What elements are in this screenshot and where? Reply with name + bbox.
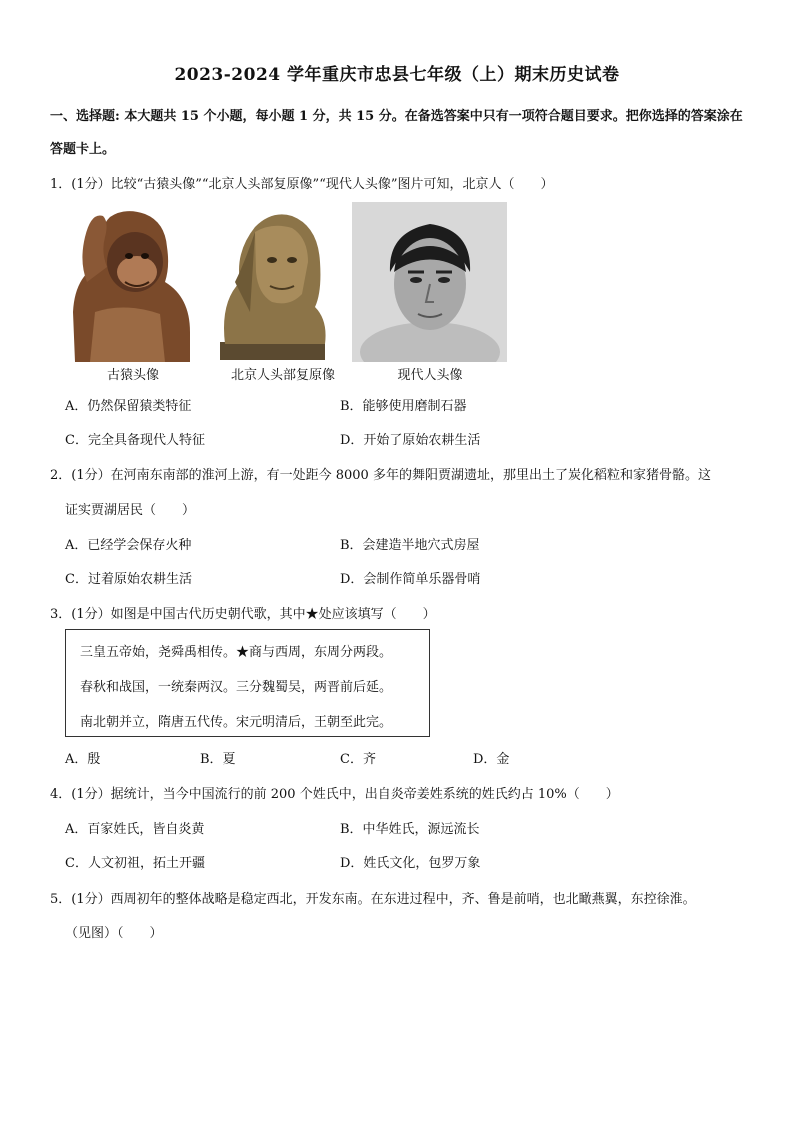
question-4-option-a[interactable]: A．百家姓氏，皆自炎黄: [65, 822, 205, 837]
page-title: 2023-2024 学年重庆市忠县七年级（上）期末历史试卷: [174, 65, 620, 85]
question-5-stem: 5．(1分）西周初年的整体战略是稳定西北，开发东南。在东进过程中，齐、鲁是前哨，也北瞰燕翼，东控徐淮。: [50, 892, 696, 907]
question-2-option-d[interactable]: D．会制作简单乐器骨哨: [340, 572, 481, 587]
dynasty-song-line-3: 南北朝并立，隋唐五代传。宋元明清后，王朝至此完。: [80, 715, 393, 730]
question-2-stem: 2．(1分）在河南东南部的淮河上游，有一处距今 8000 多年的舞阳贾湖遗址，那里出土了炭化稻粒和家猪骨骼。这: [50, 468, 711, 483]
question-3-option-d[interactable]: D．金: [473, 752, 510, 767]
ape-head-image: [65, 202, 195, 362]
question-1-figures: [65, 202, 515, 382]
dynasty-song-line-2: 春秋和战国，一统秦两汉。三分魏蜀吴，两晋前后延。: [80, 680, 393, 695]
caption-ape-head: 古猿头像: [106, 368, 159, 383]
question-4-option-c[interactable]: C．人文初祖，拓土开疆: [65, 856, 205, 871]
question-4-option-d[interactable]: D．姓氏文化，包罗万象: [340, 856, 481, 871]
question-3-option-a[interactable]: A．殷: [65, 752, 101, 767]
question-3-option-b[interactable]: B．夏: [200, 752, 236, 767]
modern-man-photo: [352, 202, 507, 362]
dynasty-song-box: [65, 629, 430, 737]
dynasty-song-line-1: 三皇五帝始，尧舜禹相传。★商与西周，东周分两段。: [80, 645, 393, 660]
question-5-stem-cont: （见图）（ ）: [65, 926, 163, 941]
question-2-option-c[interactable]: C．过着原始农耕生活: [65, 572, 192, 587]
question-1-option-c[interactable]: C．完全具备现代人特征: [65, 433, 205, 448]
question-1-option-b[interactable]: B．能够使用磨制石器: [340, 399, 467, 414]
question-3-option-c[interactable]: C．齐: [340, 752, 376, 767]
question-4-option-b[interactable]: B．中华姓氏，源远流长: [340, 822, 480, 837]
question-4-stem: 4．(1分）据统计，当今中国流行的前 200 个姓氏中，出自炎帝姜姓系统的姓氏约占 10%（ ）: [50, 787, 619, 802]
caption-peking-man: 北京人头部复原像: [230, 368, 335, 383]
question-1-stem: 1．(1分）比较“古猿头像”“北京人头部复原像”“现代人头像”图片可知，北京人（ ）: [50, 177, 554, 192]
question-2-option-b[interactable]: B．会建造半地穴式房屋: [340, 538, 480, 553]
peking-man-bust-image: [210, 202, 335, 362]
section-heading: 一、选择题: 本大题共 15 个小题，每小题 1 分，共 15 分。在备选答案中只有一项符合题目要求。把你选择的答案涂在答题卡上。: [50, 109, 743, 157]
question-1-option-a[interactable]: A．仍然保留猿类特征: [65, 399, 192, 414]
question-3-stem: 3．(1分）如图是中国古代历史朝代歌，其中★处应该填写（ ）: [50, 607, 436, 622]
question-2-stem-cont: 证实贾湖居民（ ）: [65, 503, 196, 518]
caption-modern-man: 现代人头像: [397, 368, 463, 383]
question-1-option-d[interactable]: D．开始了原始农耕生活: [340, 433, 481, 448]
question-2-option-a[interactable]: A．已经学会保存火种: [65, 538, 192, 553]
